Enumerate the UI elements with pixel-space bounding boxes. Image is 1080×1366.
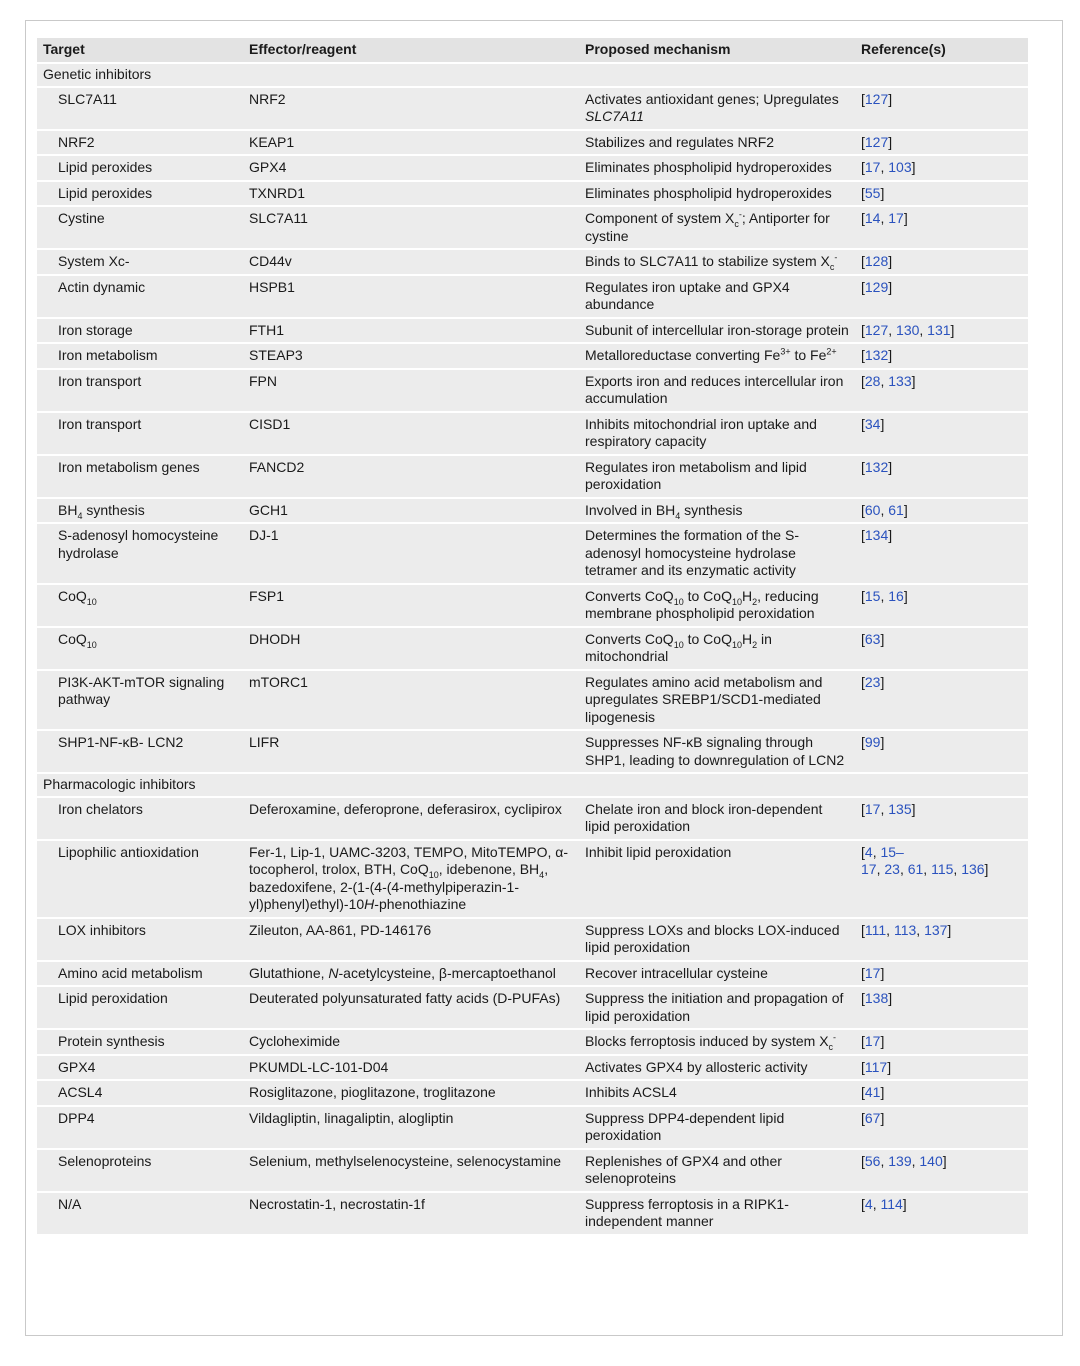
cell-target: ACSL4 [37,1080,243,1106]
cell-mechanism: Chelate iron and block iron-dependent lipid peroxidation [579,797,855,840]
cell-target: SHP1-NF-κB- LCN2 [37,730,243,773]
header-references: Reference(s) [855,38,1028,63]
cell-references[interactable]: [67] [855,1106,1028,1149]
table-row [37,155,1028,181]
table-row [37,1029,1028,1055]
section-row [37,63,1028,87]
cell-references[interactable]: [134] [855,523,1028,584]
header-mechanism: Proposed mechanism [579,38,855,63]
table-row [37,318,1028,344]
cell-mechanism: Converts CoQ$_{10}$ to $CoQ_{10}H_2$ in mitochondrial [579,627,855,670]
cell-references[interactable]: [127, 130, 131] [855,318,1028,344]
cell-references[interactable]: [132] [855,343,1028,369]
cell-effector: CISD1 [243,412,579,455]
cell-target: Cystine [37,206,243,249]
table-row [37,1106,1028,1149]
cell-effector: HSPB1 [243,275,579,318]
table-row [37,797,1028,840]
table-row [37,584,1028,627]
cell-references[interactable]: [129] [855,275,1028,318]
cell-effector: LIFR [243,730,579,773]
cell-target: Lipid peroxides [37,155,243,181]
cell-target: $BH_4$ synthesis [37,498,243,524]
table-row [37,412,1028,455]
cell-target: Lipophilic antioxidation [37,840,243,918]
cell-target: Iron chelators [37,797,243,840]
cell-references[interactable]: [4, 114] [855,1192,1028,1234]
cell-mechanism: Inhibits ACSL4 [579,1080,855,1106]
table-row [37,130,1028,156]
cell-references[interactable]: [138] [855,986,1028,1029]
cell-target: Selenoproteins [37,1149,243,1192]
cell-mechanism: Activates GPX4 by allosteric activity [579,1055,855,1081]
cell-mechanism: Determines the formation of the S-adenosyl homocysteine hydrolase tetramer and its enzymatic activity [579,523,855,584]
cell-target: CoQ$_{10}$ [37,627,243,670]
cell-mechanism: Involved in $BH_4$ synthesis [579,498,855,524]
cell-mechanism: Suppress ferroptosis in a RIPK1-independent manner [579,1192,855,1234]
cell-effector: Glutathione, N-acetylcysteine, β-mercaptoethanol [243,961,579,987]
cell-effector: GPX4 [243,155,579,181]
cell-effector: Selenium, methylselenocysteine, selenocystamine [243,1149,579,1192]
cell-effector: Fer-1, Lip-1, UAMC-3203, TEMPO, MitoTEMPO, α-tocopherol, trolox, BTH, CoQ$_{10}$, idebenone, $BH_4$, bazedoxifene, 2-(1-(4-(4-methylpiperazin-1-yl)phenyl)ethyl)-10H-phenothiazine [243,840,579,918]
cell-mechanism: Activates antioxidant genes; Upregulates SLC7A11 [579,87,855,130]
section-title: Genetic inhibitors [37,63,1028,87]
cell-mechanism: Eliminates phospholipid hydroperoxides [579,181,855,207]
section-title: Pharmacologic inhibitors [37,773,1028,797]
cell-mechanism: Regulates iron uptake and GPX4 abundance [579,275,855,318]
cell-references[interactable]: [111, 113, 137] [855,918,1028,961]
cell-mechanism: Blocks ferroptosis induced by system $X_c^-$ [579,1029,855,1055]
cell-target: Iron transport [37,412,243,455]
cell-references[interactable]: [14, 17] [855,206,1028,249]
cell-mechanism: Regulates iron metabolism and lipid peroxidation [579,455,855,498]
cell-effector: SLC7A11 [243,206,579,249]
table-row [37,455,1028,498]
table-row [37,275,1028,318]
cell-references[interactable]: [28, 133] [855,369,1028,412]
cell-target: N/A [37,1192,243,1234]
cell-mechanism: Suppress LOXs and blocks LOX-induced lipid peroxidation [579,918,855,961]
cell-target: Iron storage [37,318,243,344]
cell-effector: FSP1 [243,584,579,627]
cell-effector: GCH1 [243,498,579,524]
cell-target: Lipid peroxides [37,181,243,207]
cell-target: GPX4 [37,1055,243,1081]
table-row [37,249,1028,275]
table-row [37,627,1028,670]
header-target: Target [37,38,243,63]
cell-effector: FPN [243,369,579,412]
cell-references[interactable]: [17] [855,1029,1028,1055]
header-effector: Effector/reagent [243,38,579,63]
cell-effector: Rosiglitazone, pioglitazone, troglitazone [243,1080,579,1106]
table-row [37,730,1028,773]
cell-target: Lipid peroxidation [37,986,243,1029]
cell-target: LOX inhibitors [37,918,243,961]
table-row [37,369,1028,412]
cell-mechanism: Binds to SLC7A11 to stabilize system $X_c^-$ [579,249,855,275]
cell-target: PI3K-AKT-mTOR signaling pathway [37,670,243,731]
table-row [37,961,1028,987]
cell-target: NRF2 [37,130,243,156]
table-row [37,87,1028,130]
cell-references[interactable]: [63] [855,627,1028,670]
cell-effector: Necrostatin-1, necrostatin-1f [243,1192,579,1234]
cell-references[interactable]: [41] [855,1080,1028,1106]
cell-mechanism: Inhibit lipid peroxidation [579,840,855,918]
cell-references[interactable]: [127] [855,87,1028,130]
cell-target: System Xc- [37,249,243,275]
table-row [37,1192,1028,1234]
cell-mechanism: Replenishes of GPX4 and other selenoproteins [579,1149,855,1192]
cell-mechanism: Recover intracellular cysteine [579,961,855,987]
cell-mechanism: Regulates amino acid metabolism and upregulates SREBP1/SCD1-mediated lipogenesis [579,670,855,731]
table-row [37,986,1028,1029]
table-row [37,918,1028,961]
cell-mechanism: Suppress the initiation and propagation of lipid peroxidation [579,986,855,1029]
cell-target: S-adenosyl homocysteine hydrolase [37,523,243,584]
cell-effector: Deuterated polyunsaturated fatty acids (D-PUFAs) [243,986,579,1029]
cell-references[interactable]: [17, 103] [855,155,1028,181]
cell-effector: Deferoxamine, deferoprone, deferasirox, cyclipirox [243,797,579,840]
inhibitors-table [37,38,1028,1234]
table-row [37,343,1028,369]
cell-target: DPP4 [37,1106,243,1149]
cell-references[interactable]: [60, 61] [855,498,1028,524]
table-row [37,670,1028,731]
cell-mechanism: Suppresses NF-κB signaling through SHP1, leading to downregulation of LCN2 [579,730,855,773]
cell-mechanism: Component of system $X_c^-$; Antiporter for cystine [579,206,855,249]
cell-mechanism: Exports iron and reduces intercellular iron accumulation [579,369,855,412]
table-row [37,1149,1028,1192]
cell-references[interactable]: [15, 16] [855,584,1028,627]
cell-target: Actin dynamic [37,275,243,318]
cell-effector: Zileuton, AA-861, PD-146176 [243,918,579,961]
cell-mechanism: Eliminates phospholipid hydroperoxides [579,155,855,181]
cell-effector: DJ-1 [243,523,579,584]
cell-references[interactable]: [55] [855,181,1028,207]
cell-references[interactable]: [23] [855,670,1028,731]
cell-target: Amino acid metabolism [37,961,243,987]
cell-target: Iron transport [37,369,243,412]
cell-target: Iron metabolism genes [37,455,243,498]
cell-references[interactable]: [128] [855,249,1028,275]
cell-references[interactable]: [56, 139, 140] [855,1149,1028,1192]
table-row [37,523,1028,584]
cell-references[interactable]: [34] [855,412,1028,455]
cell-effector: NRF2 [243,87,579,130]
table-row [37,1080,1028,1106]
cell-effector: PKUMDL-LC-101-D04 [243,1055,579,1081]
cell-effector: mTORC1 [243,670,579,731]
cell-effector: TXNRD1 [243,181,579,207]
table-row [37,181,1028,207]
section-row [37,773,1028,797]
cell-references[interactable]: [4, 15– 17, 23, 61, 115, 136] [855,840,1028,918]
cell-effector: STEAP3 [243,343,579,369]
cell-target: CoQ$_{10}$ [37,584,243,627]
table-row [37,206,1028,249]
cell-effector: DHODH [243,627,579,670]
cell-references[interactable]: [99] [855,730,1028,773]
table-row [37,840,1028,918]
cell-mechanism: Inhibits mitochondrial iron uptake and respiratory capacity [579,412,855,455]
cell-effector: CD44v [243,249,579,275]
cell-effector: Vildagliptin, linagaliptin, alogliptin [243,1106,579,1149]
table-header [37,38,1028,63]
cell-mechanism: Suppress DPP4-dependent lipid peroxidation [579,1106,855,1149]
cell-effector: KEAP1 [243,130,579,156]
cell-mechanism: Converts CoQ$_{10}$ to $CoQ_{10}H_2$, reducing membrane phospholipid peroxidation [579,584,855,627]
cell-effector: FTH1 [243,318,579,344]
cell-effector: FANCD2 [243,455,579,498]
cell-target: Iron metabolism [37,343,243,369]
cell-mechanism: Stabilizes and regulates NRF2 [579,130,855,156]
table-row [37,1055,1028,1081]
cell-mechanism: Subunit of intercellular iron-storage protein [579,318,855,344]
cell-references[interactable]: [132] [855,455,1028,498]
table-row [37,498,1028,524]
table-body [37,63,1028,1234]
cell-target: Protein synthesis [37,1029,243,1055]
cell-references[interactable]: [127] [855,130,1028,156]
cell-references[interactable]: [17] [855,961,1028,987]
cell-references[interactable]: [117] [855,1055,1028,1081]
cell-references[interactable]: [17, 135] [855,797,1028,840]
cell-mechanism: Metalloreductase converting $Fe^{3+}$ to $Fe^{2+}$ [579,343,855,369]
cell-target: SLC7A11 [37,87,243,130]
cell-effector: Cycloheximide [243,1029,579,1055]
